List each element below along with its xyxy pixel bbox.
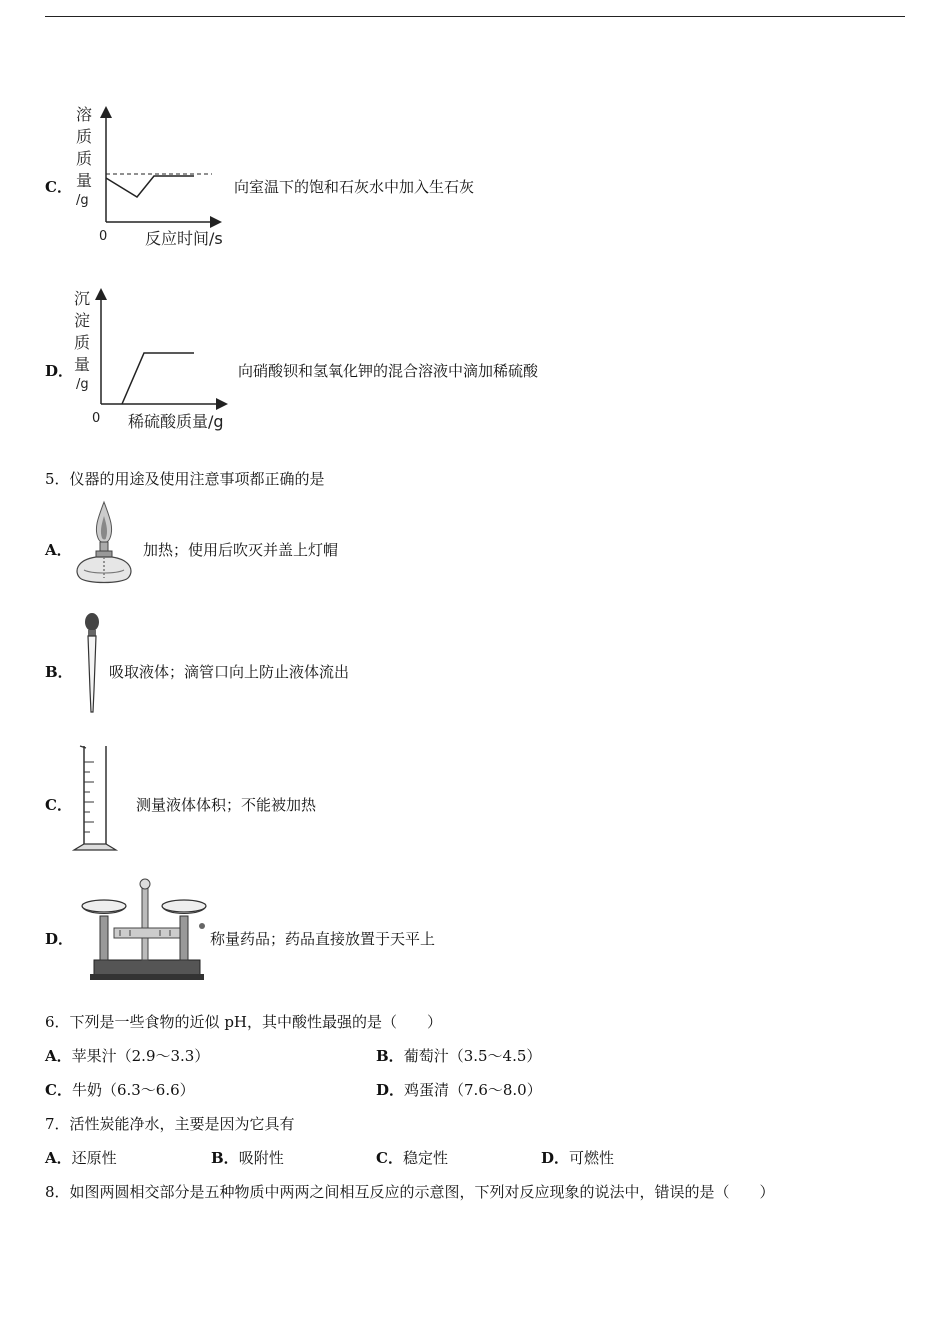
option-label: D． [541,1149,570,1167]
y-label-char: 溶 [76,105,93,124]
option-7a [45,1148,117,1168]
option-6c [45,1080,195,1100]
question-8-stem: 8．如图两圆相交部分是五种物质中两两之间相互反应的示意图，下列对反应现象的说法中，错误的是（ ） [45,1183,775,1201]
y-label-char: 淀 [74,311,91,330]
option-text-5c: 测量液体体积；不能被加热 [136,796,317,814]
option-label-5d: D． [45,930,74,948]
dropper-icon [80,612,104,716]
option-6b [376,1046,541,1066]
balance-icon [78,876,208,986]
option-6d [376,1080,542,1100]
x-label: 反应时间/s [145,229,223,248]
option-text-5b: 吸取液体；滴管口向上防止液体流出 [109,663,350,681]
solubility-graph [70,100,240,250]
option-label: C． [376,1149,403,1167]
question-5-stem: 5．仪器的用途及使用注意事项都正确的是 [45,470,325,488]
option-text-4c: 向室温下的饱和石灰水中加入生石灰 [234,178,475,196]
y-label-char: 量 [76,171,93,190]
curve [122,353,194,404]
option-label: C． [45,1081,72,1099]
option-label-5c: C． [45,796,72,814]
option-label-5b: B． [45,663,73,681]
question-6-stem: 6．下列是一些食物的近似 pH，其中酸性最强的是（ ） [45,1013,442,1031]
option-label: D． [376,1081,405,1099]
option-text: 葡萄汁（3.5～4.5） [403,1047,542,1065]
y-unit: /g [76,377,89,392]
option-7b [211,1148,284,1168]
y-unit: /g [76,193,89,208]
option-text: 牛奶（6.3～6.6） [71,1081,195,1099]
curve [106,176,194,197]
y-label-char: 质 [76,127,93,146]
option-label: A． [45,1149,72,1167]
header-rule [45,16,905,17]
x-label: 稀硫酸质量/g [128,412,224,431]
option-text: 还原性 [71,1149,117,1167]
option-label: B． [376,1047,404,1065]
y-label-char: 质 [74,333,91,352]
option-text: 可燃性 [569,1149,615,1167]
precipitate-graph [70,282,240,434]
y-label-char: 质 [76,149,93,168]
option-label: A． [45,1047,72,1065]
origin-label: 0 [92,411,101,426]
option-7c [376,1148,448,1168]
option-text-4d: 向硝酸钡和氢氧化钾的混合溶液中滴加稀硫酸 [238,362,539,380]
option-text: 鸡蛋清（7.6～8.0） [404,1081,542,1099]
option-text: 稳定性 [402,1149,448,1167]
option-text-5a: 加热；使用后吹灭并盖上灯帽 [143,541,339,559]
y-label-char: 沉 [74,289,91,308]
question-7-stem: 7．活性炭能净水，主要是因为它具有 [45,1115,295,1133]
option-text-5d: 称量药品；药品直接放置于天平上 [210,930,436,948]
y-label-char: 量 [74,355,91,374]
alcohol-lamp-icon [72,498,136,590]
option-label: B． [211,1149,239,1167]
option-label-4d: D． [45,362,74,380]
option-text: 吸附性 [238,1149,284,1167]
option-6a [45,1046,209,1066]
option-7d [541,1148,614,1168]
option-label-5a: A． [45,541,72,559]
graduated-cylinder-icon [72,744,120,856]
origin-label: 0 [99,229,108,244]
option-label-4c: C． [45,178,72,196]
option-text: 苹果汁（2.9～3.3） [71,1047,210,1065]
